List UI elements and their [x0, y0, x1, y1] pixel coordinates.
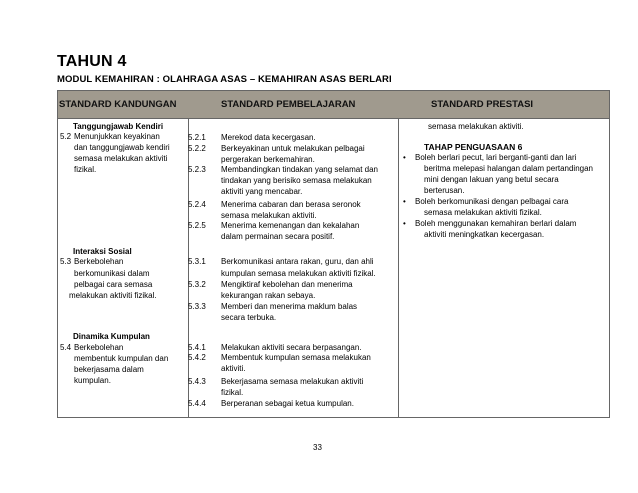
- kandungan-line: berkomunikasi dalam: [74, 269, 150, 278]
- page-title: TAHUN 4: [57, 53, 127, 70]
- pembelajaran-line: Bekerjasama semasa melakukan aktiviti: [221, 377, 364, 386]
- pembelajaran-number: 5.3.1: [188, 257, 206, 266]
- prestasi-line: mini dengan lakuan yang betul secara: [424, 175, 559, 184]
- pembelajaran-line: Merekod data kecergasan.: [221, 133, 316, 142]
- pembelajaran-number: 5.3.2: [188, 280, 206, 289]
- pembelajaran-line: Melakukan aktiviti secara berpasangan.: [221, 343, 362, 352]
- column-divider: [188, 119, 189, 417]
- pembelajaran-line: tindakan yang berisiko semasa melakukan: [221, 176, 372, 185]
- bullet-icon: •: [403, 153, 406, 162]
- pembelajaran-line: Berkomunikasi antara rakan, guru, dan ahli: [221, 257, 374, 266]
- pembelajaran-number: 5.3.3: [188, 302, 206, 311]
- pembelajaran-line: pergerakan berkemahiran.: [221, 155, 315, 164]
- standards-table: [57, 90, 610, 418]
- pembelajaran-number: 5.2.5: [188, 221, 206, 230]
- kandungan-heading: Dinamika Kumpulan: [73, 332, 150, 341]
- prestasi-line: Boleh berlari pecut, lari berganti-ganti dan lari: [415, 153, 577, 162]
- pembelajaran-line: aktiviti.: [221, 364, 246, 373]
- kandungan-line: membentuk kumpulan dan: [74, 354, 169, 363]
- pembelajaran-number: 5.4.4: [188, 399, 206, 408]
- pembelajaran-line: Menerima cabaran dan berasa seronok: [221, 200, 361, 209]
- pembelajaran-line: Menerima kemenangan dan kekalahan: [221, 221, 360, 230]
- kandungan-heading: Tanggungjawab Kendiri: [73, 122, 164, 131]
- prestasi-line: aktiviti meningkatkan kecergasan.: [424, 230, 545, 239]
- kandungan-heading: Interaksi Sosial: [73, 247, 132, 256]
- pembelajaran-line: Mengiktiraf kebolehan dan menerima: [221, 280, 353, 289]
- kandungan-line: pelbagai cara semasa: [74, 280, 153, 289]
- kandungan-line: dan tanggungjawab kendiri: [74, 143, 170, 152]
- column-divider: [398, 119, 399, 417]
- pembelajaran-line: kumpulan semasa melakukan aktiviti fizikal.: [221, 269, 376, 278]
- pembelajaran-line: Berkeyakinan untuk melakukan pelbagai: [221, 144, 365, 153]
- kandungan-number: 5.4: [60, 343, 72, 352]
- kandungan-line: Berkebolehan: [74, 257, 124, 266]
- prestasi-line: beritma melepasi halangan dalam pertandingan: [424, 164, 593, 173]
- header-standard-pembelajaran: STANDARD PEMBELAJARAN: [221, 99, 356, 110]
- module-subtitle: MODUL KEMAHIRAN : OLAHRAGA ASAS – KEMAHIRAN ASAS BERLARI: [57, 74, 392, 85]
- pembelajaran-number: 5.2.3: [188, 165, 206, 174]
- pembelajaran-line: dalam permainan secara positif.: [221, 232, 335, 241]
- pembelajaran-line: semasa melakukan aktiviti.: [221, 211, 317, 220]
- header-standard-prestasi: STANDARD PRESTASI: [431, 99, 534, 110]
- kandungan-line: semasa melakukan aktiviti: [74, 154, 168, 163]
- kandungan-number: 5.2: [60, 132, 72, 141]
- pembelajaran-number: 5.2.1: [188, 133, 206, 142]
- table-header-row: [58, 91, 609, 119]
- kandungan-line: kumpulan.: [74, 376, 111, 385]
- pembelajaran-line: secara terbuka.: [221, 313, 277, 322]
- pembelajaran-line: Memberi dan menerima maklum balas: [221, 302, 358, 311]
- kandungan-line: fizikal.: [74, 165, 97, 174]
- pembelajaran-number: 5.2.2: [188, 144, 206, 153]
- prestasi-line: berterusan.: [424, 186, 465, 195]
- header-standard-kandungan: STANDARD KANDUNGAN: [59, 99, 177, 110]
- pembelajaran-line: kekurangan rakan sebaya.: [221, 291, 316, 300]
- prestasi-line: Boleh berkomunikasi dengan pelbagai cara: [415, 197, 569, 206]
- kandungan-line: bekerjasama dalam: [74, 365, 144, 374]
- pembelajaran-number: 5.2.4: [188, 200, 206, 209]
- pembelajaran-number: 5.4.3: [188, 377, 206, 386]
- prestasi-heading: TAHAP PENGUASAAN 6: [424, 142, 523, 152]
- kandungan-number: 5.3: [60, 257, 72, 266]
- pembelajaran-number: 5.4.1: [188, 343, 206, 352]
- pembelajaran-line: aktiviti yang mencabar.: [221, 187, 303, 196]
- page-number: 33: [313, 443, 322, 452]
- prestasi-line: semasa melakukan aktiviti fizikal.: [424, 208, 542, 217]
- bullet-icon: •: [403, 219, 406, 228]
- pembelajaran-line: Berperanan sebagai ketua kumpulan.: [221, 399, 354, 408]
- pembelajaran-line: fizikal.: [221, 388, 244, 397]
- kandungan-line: Berkebolehan: [74, 343, 124, 352]
- bullet-icon: •: [403, 197, 406, 206]
- prestasi-line: Boleh menggunakan kemahiran berlari dalam: [415, 219, 577, 228]
- prestasi-intro: semasa melakukan aktiviti.: [428, 122, 524, 131]
- kandungan-line: Menunjukkan keyakinan: [74, 132, 160, 141]
- pembelajaran-line: Membandingkan tindakan yang selamat dan: [221, 165, 378, 174]
- pembelajaran-number: 5.4.2: [188, 353, 206, 362]
- pembelajaran-line: Membentuk kumpulan semasa melakukan: [221, 353, 371, 362]
- kandungan-line: melakukan aktiviti fizikal.: [69, 291, 157, 300]
